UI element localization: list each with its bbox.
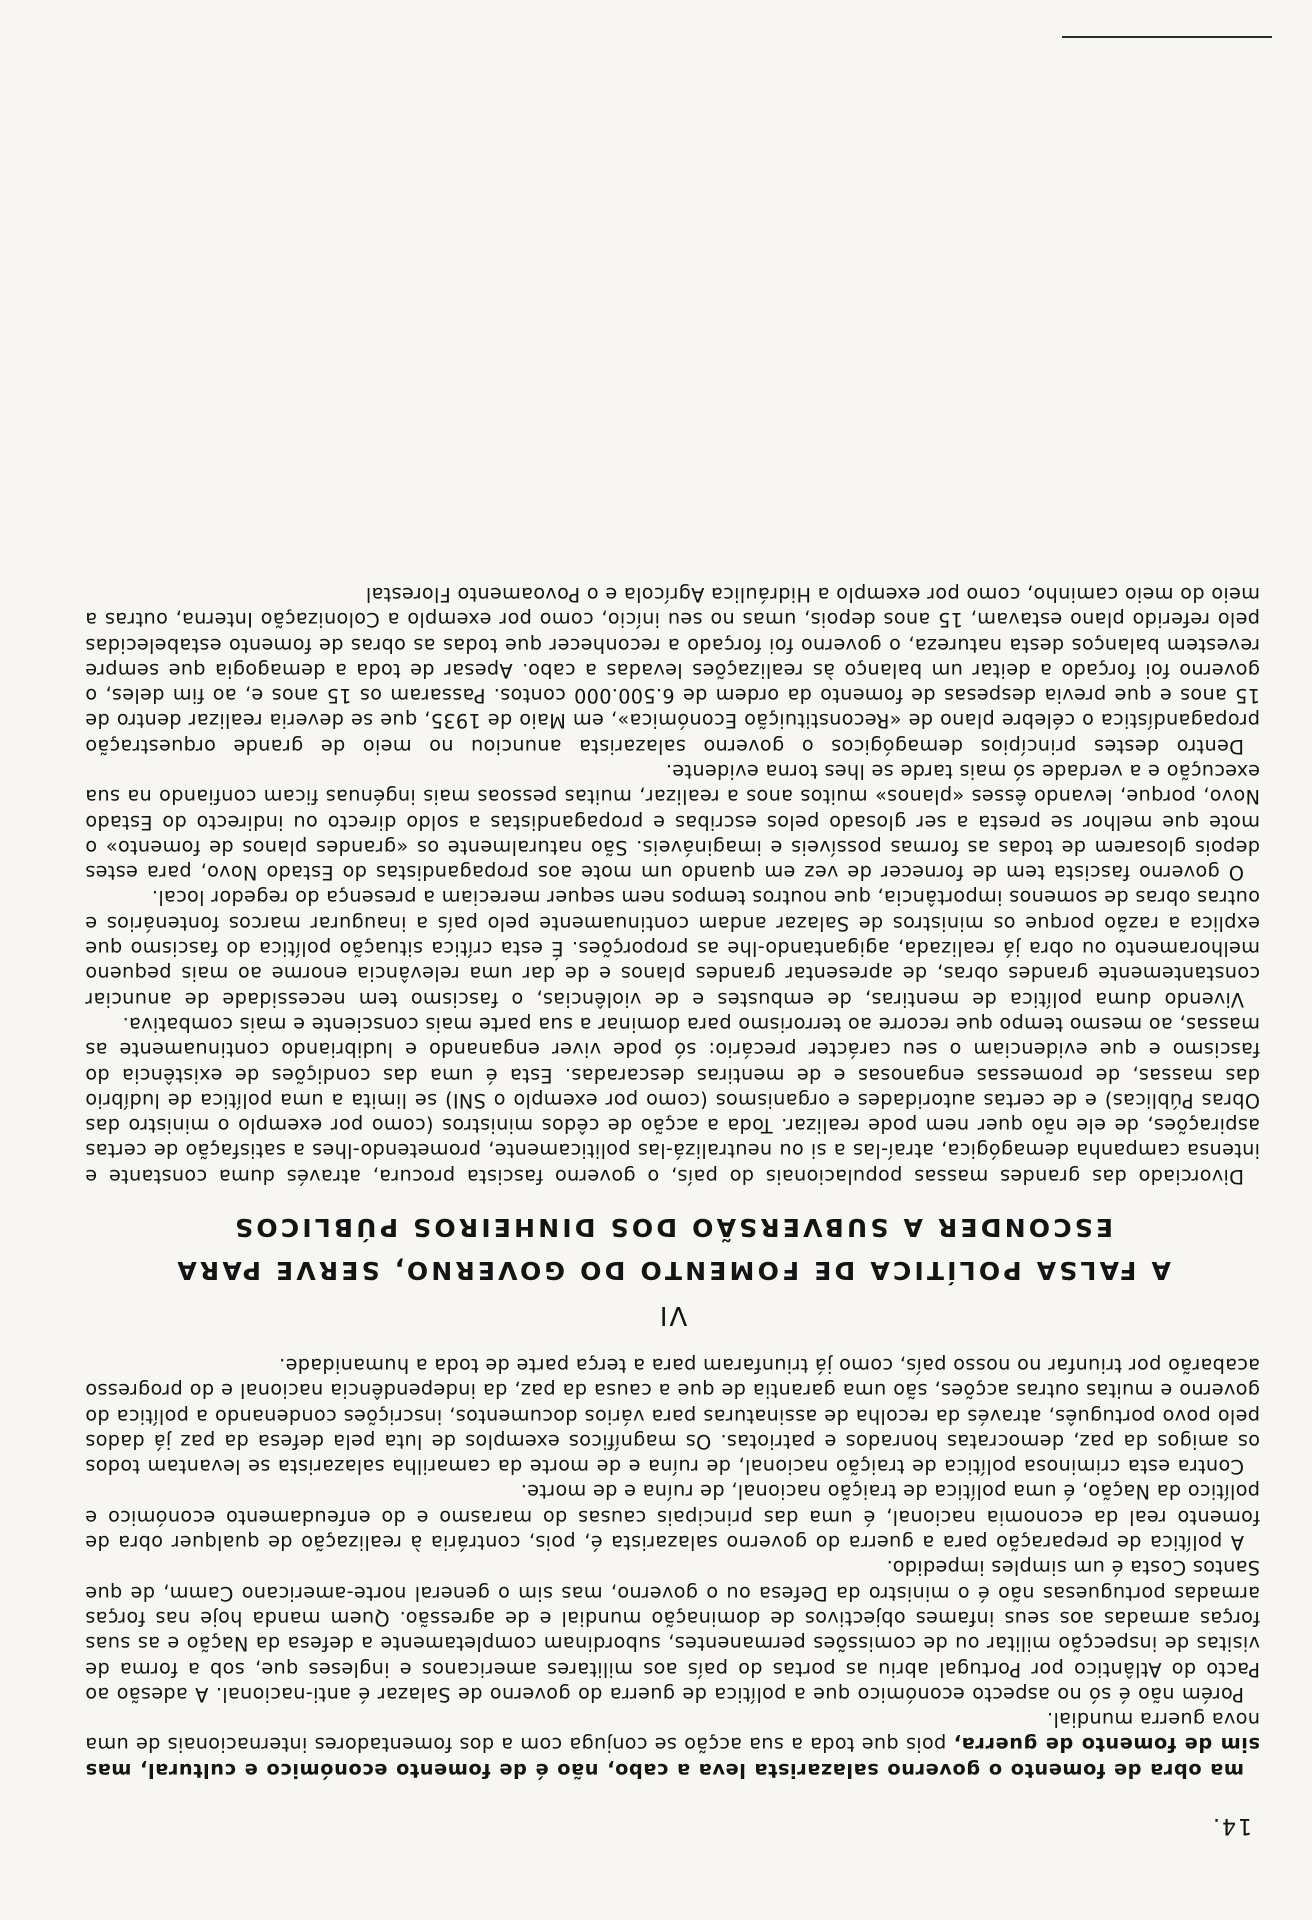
bold-lead-text: ma obra de fomento o governo salazarista leva a cabo, não é de fomento económico e cultural, mas sim de fomento de guerra, [85, 1733, 1260, 1782]
page-content [85, 582, 1260, 1838]
paragraph-5: Divorciado das grandes massas populacionais do país, o governo fascista procura, através duma constante e intensa campanha demagógica, atraí-las a si ou neutralizá-las politicamente, prometendo-lhes a satisfação de certas aspirações, de ele não quer nem pode realizar. Toda a acção de cêdos ministros (como por exemplo o ministro das Obras Públicas) e de certas autoridades e organismos (como por exemplo o SNI) se limita a uma política de ludíbrio das massas, de promessas enganosas e de mentiras descaradas. Esta é uma das condições de existência do fascismo e que evidenciam o seu carácter precário: só pode viver enganando e ludibriando continuamente as massas, ao mesmo tempo que recorre ao terrorismo para dominar a sua parte mais consciente e mais combativa. [85, 1012, 1260, 1188]
chapter-number: VI [657, 1299, 688, 1330]
chapter-title-line-1: A FALSA POLÍTICA DE FOMENTO DO GOVERNO, SERVE PARA [174, 1256, 1171, 1286]
footer-rule [1062, 36, 1272, 38]
paragraph-2: Porém não é só no aspecto económico que a política de guerra do governo de Salazar é anti-nacional. A adesão ao Pacto do Atlântico por Portugal abriu as portas do país aos militares americanos e ingleses que, sob a forma de visitas de inspecção militar ou de comissões permanentes, subordinam completamente a defesa da Nação e as suas forças armadas aos seus infames objectivos de dominação mundial e de agressão. Quem manda hoje nas forças armadas portuguesas não é o ministro da Defesa ou o governo, mas sim o general norte-americano Camm, de que Santos Costa é um simples impedido. [85, 1556, 1260, 1706]
paragraph-1 [85, 1707, 1260, 1783]
paragraph-7: O governo fascista tem de fornecer de vez em quando um mote aos propagandistas do Estado Novo, para estes depois glosarem de todas as formas possíveis e imagináveis. São naturalmente os «grandes planos de fomento» o mote que melhor se presta a ser glosado pelos escribas e propagandistas a soldo directo ou indirecto do Estado Novo, porque, levando êsses «planos» muitos anos a realizar, muitas pessoas mais ingénuas ficam confiando na sua execução e a verdade só mais tarde se lhes torna evidente. [85, 760, 1260, 885]
chapter-title-line-2: ESCONDER A SUBVERSÃO DOS DINHEIROS PÚBLICOS [231, 1213, 1114, 1243]
paragraph-4: Contra esta criminosa política de traição nacional, de ruína e de morte da camarilha salazarista se levantam todos os amigos da paz, democratas honrados e patriotas. Os magníficos exemplos de luta pela defesa da paz já dados pelo povo português, através da recolha de assinaturas para vários documentos, inscrições condenando a política do governo e muitas outras acções, são uma garantia de que a causa da paz, da independência nacional e do progresso acabarão por triunfar no nosso país, como já triunfaram para a terça parte de toda a humanidade. [85, 1353, 1260, 1479]
page-number: 14. [1211, 1813, 1252, 1838]
paragraph-8: Dentro destes princípios demagógicos o governo salazarista anunciou no meio de grande orquestração propagandística o célebre plano de «Reconstituição Económica», em Maio de 1935, que se deveria realizar dentro de 15 anos e que previa despesas de fomento da ordem de 6.500.000 contos. Passaram os 15 anos e, ao fim deles, o governo foi forçado a deitar um balanço às realizações levadas a cabo. Apesar de toda a demagogia que sempre revestem balanços desta natureza, o governo foi forçado a reconhecer que todas as obras de fomento estabelecidas pelo referido plano estavam, 15 anos depois, umas no seu início, como por exemplo a Colonização Interna, outras a meio do meio caminho, como por exemplo a Hidráulica Agrícola e o Povoamento Florestal [85, 582, 1260, 758]
paragraph-3: A política de preparação para a guerra do governo salazarista é, pois, contrária à realização de qualquer obra de fomento real da economia nacional, é uma das principais causas do marasmo e do enfeudamento económico e político da Nação, é uma política de traição nacional, de ruína e de morte. [85, 1480, 1260, 1555]
paragraph-text: pois que toda a sua acção se conjuga com a dos fomentadores internacionais de uma nova guerra mundial. [85, 1708, 1260, 1757]
paragraph-6: Vivendo duma política de mentiras, de embustes e de violências, o fascismo tem necessidade de anunciar constantemente grandes obras, de apresentar grandes planos e de dar uma relevância enorme ao mais pequeno melhoramento ou obra já realizada, agigantando-lhe as proporções. É esta crítica situação política do fascismo que explica a razão porque os ministros de Salazar andam continuamente pelo país a inaugurar marcos fontenários e outras obras de somenos importância, que noutros tempos nem sequer mereciam a presença do regedor local. [85, 886, 1260, 1011]
